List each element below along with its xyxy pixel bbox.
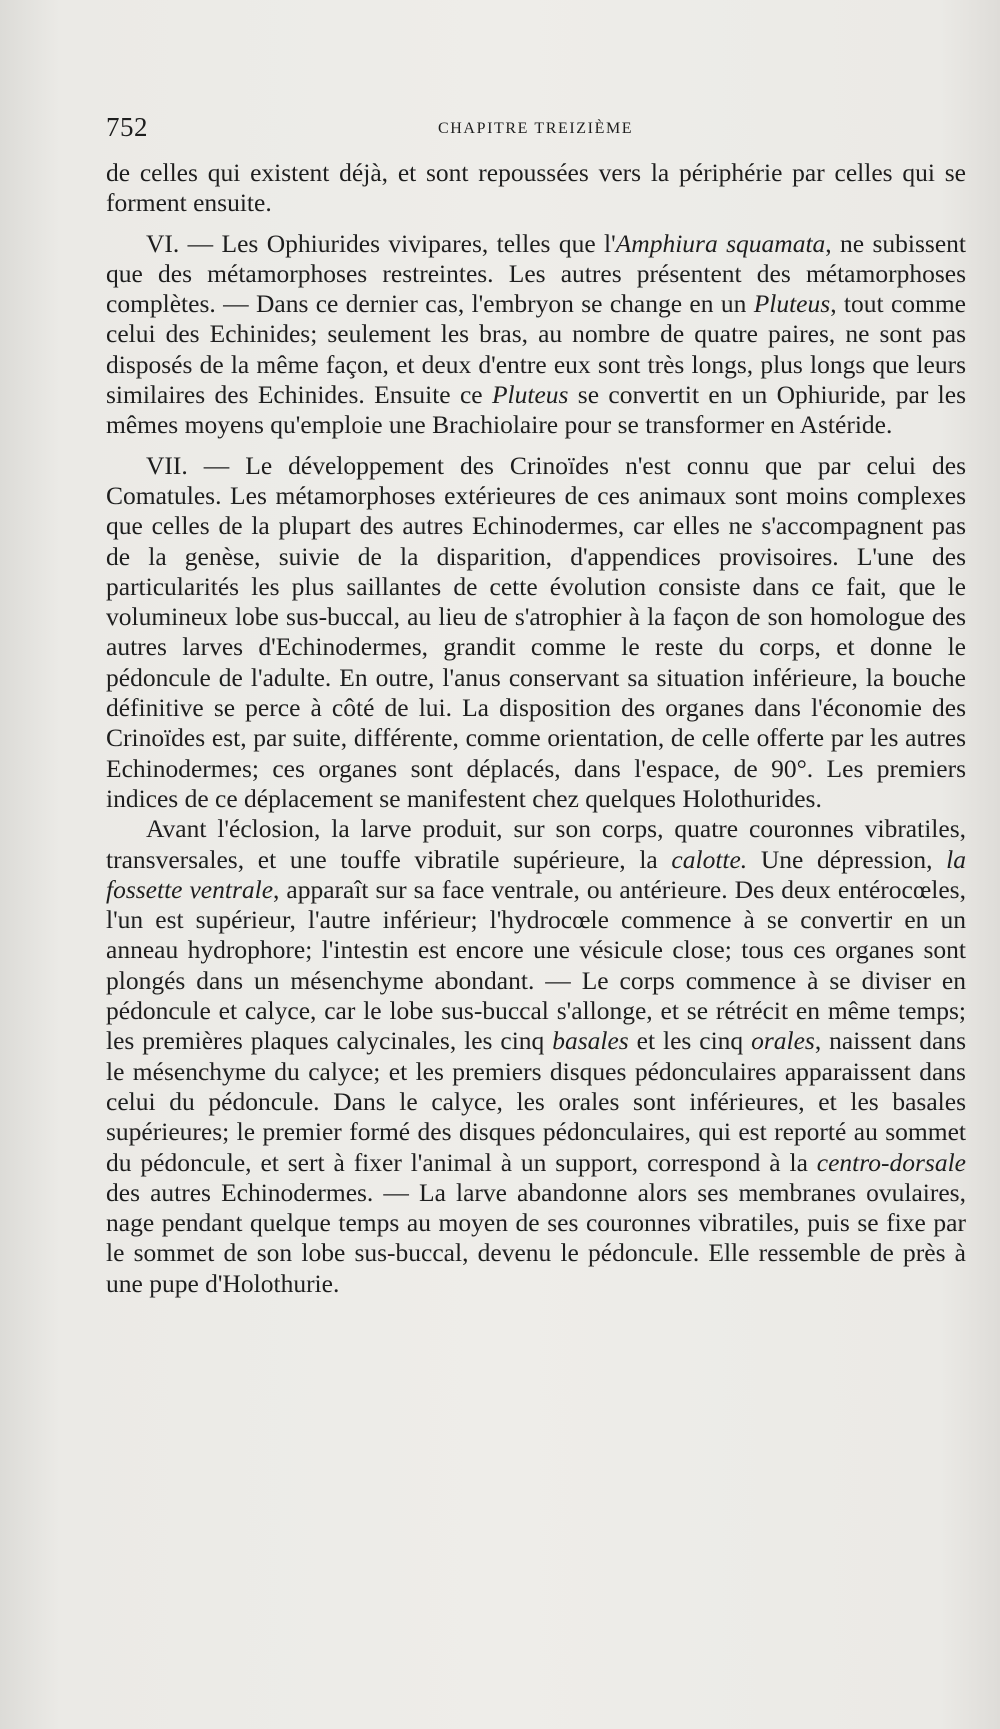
text-run: de celles qui existent déjà, et sont repoussées vers la périphérie par celles qui se forment ensuite.: [106, 158, 966, 218]
text-run: , tout comme celui des Echinides; seulement les bras, au nombre de quatre paires, ne sont pas disposés de la même façon, et deux d'entre eux sont très longs, plus longs que leurs similaires des Echinides. Ensuite ce: [106, 289, 966, 410]
italic-term: Amphiura squamata: [615, 228, 826, 258]
text-run: Une dépression,: [747, 844, 947, 874]
paragraph-crinoides: [106, 451, 966, 815]
paragraph-ophiurides: [106, 229, 966, 441]
italic-term: centro-dorsale: [816, 1147, 966, 1177]
italic-term: Pluteus: [753, 289, 831, 319]
text-run: Avant l'éclosion, la larve produit, sur son corps, quatre couronnes vibratiles, transversales, et une touffe vibratile supérieure, la: [106, 814, 966, 874]
italic-term: Pluteus: [491, 380, 569, 410]
italic-term: basales: [552, 1026, 629, 1056]
text-run: VII. — Le développement des Crinoïdes n'est connu que par celui des Comatules. Les métamorphoses extérieures de ces animaux sont moins complexes que celles de la plupart des autres Echinodermes, car elles ne s'accompagnent pas de la genèse, suivie de la disparition, d'appendices provisoires. L'une des particularités les plus saillantes de cette évolution consiste dans ce fait, que le volumineux lobe sus-buccal, au lieu de s'atrophier à la façon de son homologue des autres larves d'Echinodermes, grandit comme le reste du corps, et donne le pédoncule de l'adulte. En outre, l'anus conservant sa situation inférieure, la bouche définitive se perce à côté de lui. La disposition des organes dans l'économie des Crinoïdes est, par suite, différente, comme orientation, de celle offerte par les autres Echinodermes; ces organes sont déplacés, dans l'espace, de 90°. Les premiers indices de ce déplacement se manifestent chez quelques Holothurides.: [106, 450, 966, 813]
paragraph-continuation: [106, 158, 966, 219]
text-run: , naissent dans le mésenchyme du calyce; et les premiers disques pédonculaires apparaissent dans celui du pédoncule. Dans le calyce, les orales sont inférieures, et les basales supérieures; le premier formé des disques pédonculaires, qui est reporté au sommet du pédoncule, et sert à fixer l'animal à un support, correspond à la: [106, 1026, 966, 1177]
running-title: CHAPITRE TREIZIÈME: [438, 120, 634, 137]
italic-term: calotte.: [671, 844, 748, 874]
text-run: , ne subissent que des métamorphoses restreintes. Les autres présentent des métamorphoses complètes. — Dans ce dernier cas, l'embryon se change en un: [106, 228, 967, 319]
text-run: , apparaît sur sa face ventrale, ou antérieure. Des deux entérocœles, l'un est supérieur, l'autre inférieur; l'hydrocœle commence à se convertir en un anneau hydrophore; l'intestin est encore une vésicule close; tous ces organes sont plongés dans un mésenchyme abondant. — Le corps commence à se diviser en pédoncule et calyce, car le lobe sus-buccal s'allonge, et se rétrécit en même temps; les premières plaques calycinales, les cinq: [106, 874, 966, 1056]
italic-term: orales: [751, 1026, 815, 1056]
italic-term: la fossette ventrale: [106, 844, 966, 904]
page-header: [106, 112, 966, 148]
paragraph-avant-eclosion: [106, 814, 966, 1299]
body-text: [106, 158, 966, 1309]
text-run: VI. — Les Ophiurides vivipares, telles que l': [146, 228, 616, 258]
text-run: se convertit en un Ophiuride, par les mêmes moyens qu'emploie une Brachiolaire pour se transformer en Astéride.: [106, 380, 966, 440]
text-run: et les cinq: [628, 1026, 752, 1056]
text-run: des autres Echinodermes. — La larve abandonne alors ses membranes ovulaires, nage pendant quelque temps au moyen de ses couronnes vibratiles, puis se fixe par le sommet de son lobe sus-buccal, devenu le pédoncule. Elle ressemble de près à une pupe d'Holothurie.: [106, 1177, 966, 1298]
page-number: 752: [106, 112, 148, 142]
